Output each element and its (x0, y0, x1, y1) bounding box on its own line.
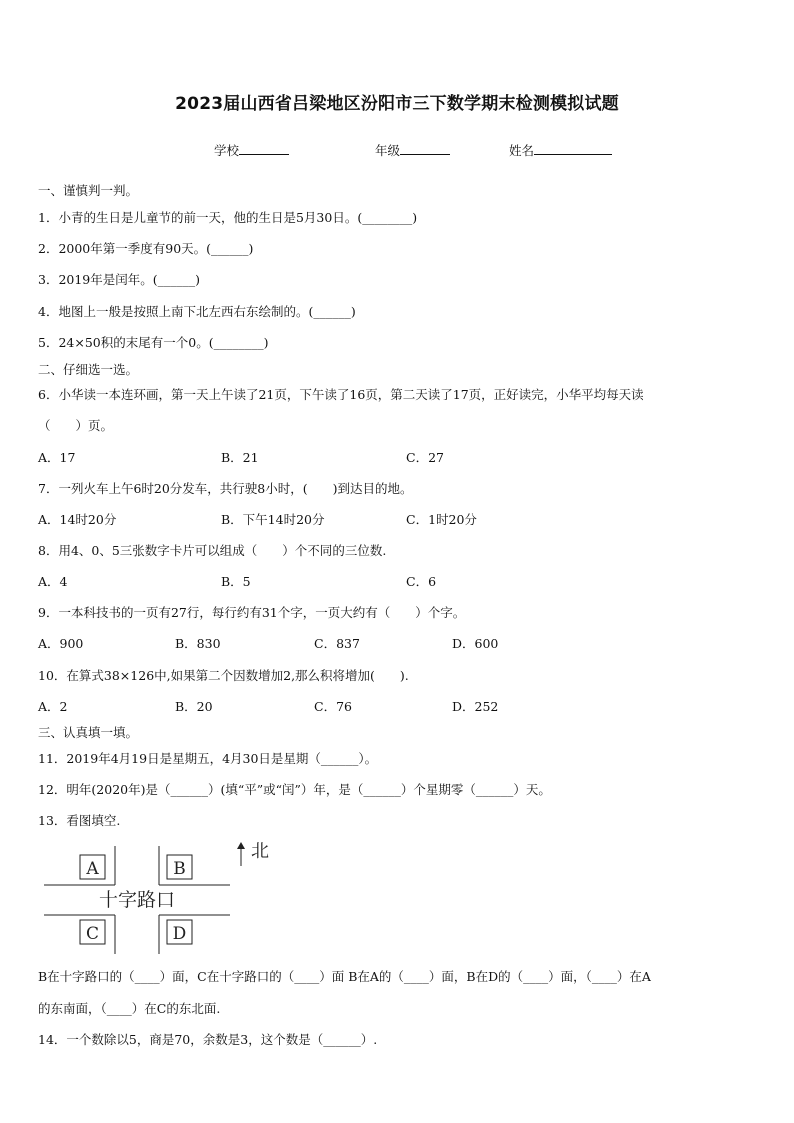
question-8: 8．用4、0、5三张数字卡片可以组成（ ）个不同的三位数. (38, 543, 387, 558)
question-12: 12．明年(2020年)是（______）(填“平”或“闰”）年，是（______）个星期零（______）天。 (38, 782, 551, 797)
q7-option-a: A．14时20分 (38, 512, 117, 527)
q10-option-b: B．20 (175, 699, 213, 714)
school-label: 学校 (214, 143, 240, 158)
q10-option-a: A．2 (38, 699, 68, 714)
question-7: 7．一列火车上午6时20分发车，共行驶8小时，( )到达目的地。 (38, 481, 413, 496)
q8-option-c: C．6 (406, 574, 437, 589)
question-13: 13．看图填空. (38, 813, 121, 828)
question-2: 2．2000年第一季度有90天。(______) (38, 241, 254, 256)
q7-option-c: C．1时20分 (406, 512, 477, 527)
question-13-text-line-1: B在十字路口的（____）面，C在十字路口的（____）面 B在A的（____）面，B在D的（____）面，（____）在A (38, 969, 651, 984)
q9-option-d: D．600 (452, 636, 499, 651)
section-1-heading: 一、谨慎判一判。 (38, 183, 139, 198)
question-14: 14．一个数除以5，商是70，余数是3，这个数是（______）. (38, 1032, 378, 1047)
q10-option-c: C．76 (314, 699, 352, 714)
school-blank (239, 142, 289, 155)
north-label: 北 (251, 841, 269, 862)
crossroad-label: 十字路口 (98, 889, 176, 911)
q8-option-b: B．5 (221, 574, 251, 589)
label-c: C (85, 924, 100, 944)
crossroad-diagram (38, 838, 278, 958)
question-3: 3．2019年是闰年。(______) (38, 272, 201, 287)
question-13-text-line-2: 的东南面，（____）在C的东北面. (38, 1001, 221, 1016)
question-5: 5．24×50积的末尾有一个0。(________) (38, 335, 269, 350)
name-blank (534, 142, 612, 155)
q6-option-b: B．21 (221, 450, 259, 465)
q8-option-a: A．4 (38, 574, 68, 589)
q7-option-b: B．下午14时20分 (221, 512, 325, 527)
grade-blank (400, 142, 450, 155)
school-field (214, 141, 289, 159)
q9-option-b: B．830 (175, 636, 221, 651)
q6-option-a: A．17 (38, 450, 76, 465)
grade-field (375, 141, 450, 159)
north-arrow-icon (237, 842, 245, 849)
q9-option-a: A．900 (38, 636, 84, 651)
question-4: 4．地图上一般是按照上南下北左西右东绘制的。(______) (38, 304, 356, 319)
question-11: 11．2019年4月19日是星期五，4月30日是星期（______）。 (38, 751, 378, 766)
grade-label: 年级 (375, 143, 401, 158)
page-title: 2023届山西省吕梁地区汾阳市三下数学期末检测模拟试题 (175, 94, 619, 114)
label-d: D (172, 924, 187, 944)
label-a: A (86, 859, 99, 879)
label-b: B (173, 859, 186, 879)
question-9: 9．一本科技书的一页有27行，每行约有31个字，一页大约有（ ）个字。 (38, 605, 466, 620)
question-1: 1．小青的生日是儿童节的前一天，他的生日是5月30日。(________) (38, 210, 418, 225)
question-10: 10．在算式38×126中,如果第二个因数增加2,那么积将增加( ). (38, 668, 409, 683)
q6-option-c: C．27 (406, 450, 444, 465)
name-field (509, 141, 612, 159)
question-6-line-2: （ ）页。 (38, 418, 114, 433)
q10-option-d: D．252 (452, 699, 499, 714)
q9-option-c: C．837 (314, 636, 360, 651)
section-2-heading: 二、仔细选一选。 (38, 362, 139, 377)
name-label: 姓名 (509, 143, 535, 158)
section-3-heading: 三、认真填一填。 (38, 725, 139, 740)
question-6-line-1: 6．小华读一本连环画，第一天上午读了21页，下午读了16页，第二天读了17页，正好读完，小华平均每天读 (38, 387, 644, 402)
